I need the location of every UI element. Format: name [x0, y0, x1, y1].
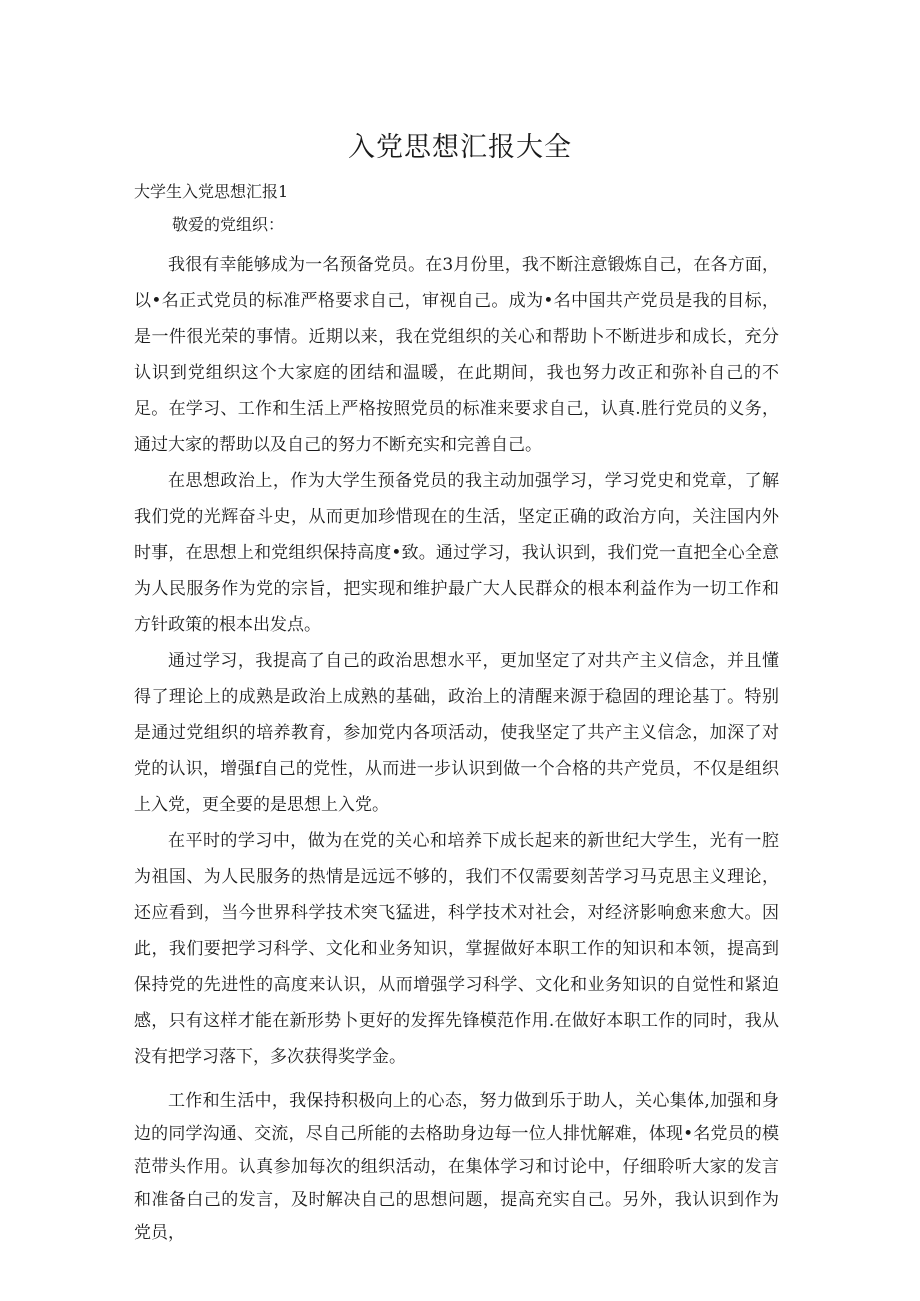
document-body	[134, 247, 779, 1250]
paragraph-4: 在平时的学习中，做为在党的关心和培养下成长起来的新世纪大学生，光有一腔为祖国、为人民服务的热情是远远不够的，我们不仅需要刻苦学习马克思主义理论，还应看到，当今世界科学技术突飞猛进，科学技术对社会，对经济影响愈来愈大。因此，我们要把学习科学、文化和业务知识，掌握做好本职工作的知识和本领，提高到保持党的先进性的高度来认识，从而增强学习科学、文化和业务知识的自觉性和紧迫感，只有这样才能在新形势卜更好的发挥先锋模范作用.在做好本职工作的同时，我从没有把学习落下，多次获得奖学金。	[134, 831, 779, 1067]
document-title: 入党思想汇报大全	[348, 132, 572, 163]
paragraph-5: 工作和生活中，我保持积极向上的心态，努力做到乐于助人，关心集体,加强和身边的同学沟通、交流，尽自己所能的去格助身边每一位人排忧解难，体现•名党员的模范带头作用。认真参加每次的组织活动，在集体学习和讨论中，仔细聆听大家的发言和准备白己的发言，及时解决自己的思想问题，提高充实自己。另外，我认识到作为党员，	[134, 1091, 779, 1243]
paragraph-1: 我很有幸能够成为一名预备党员。在3月份里，我不断注意锻炼自己，在各方面，以•名正式党员的标准严格要求自己，审视自己。成为•名中国共产党员是我的目标，是一件很光荣的事情。近期以来，我在党组织的关心和帮助卜不断进步和成长，充分认识到党组织这个大家庭的团结和温暖，在此期间，我也努力改正和弥补自己的不足。在学习、工作和生活上严格按照党员的标准来要求自己，认真.胜行党员的义务，通过大家的帮助以及自己的努力不断充实和完善自己。	[134, 255, 779, 455]
salutation: 敬爱的党组织：	[172, 215, 285, 234]
paragraph-3: 通过学习，我提高了自己的政治思想水平，更加坚定了对共产主义信念，并且懂得了理论上的成熟是政治上成熟的基础，政治上的清醒来源于稳固的理论基丁。特别是通过党组织的培养教育，参加党内各项活动，使我坚定了共产主义信念，加深了对党的认识，增强f自己的党性，从而进一步认识到做一个合格的共产党员，不仅是组织上入党，更全要的是思想上入党。	[134, 651, 779, 815]
document-subtitle: 大学生入党思想汇报1	[134, 182, 289, 201]
paragraph-2: 在思想政治上，作为大学生预备党员的我主动加强学习，学习党史和党章，了解我们党的光辉奋斗史，从而更加珍惜现在的生活，坚定正确的政治方向，关注国内外时事，在思想上和党组织保持高度•致。通过学习，我认识到，我们党一直把全心全意为人民服务作为党的宗旨，把实现和维护最广大人民群众的根本利益作为一切工作和方针政策的根本出发点。	[134, 471, 779, 635]
